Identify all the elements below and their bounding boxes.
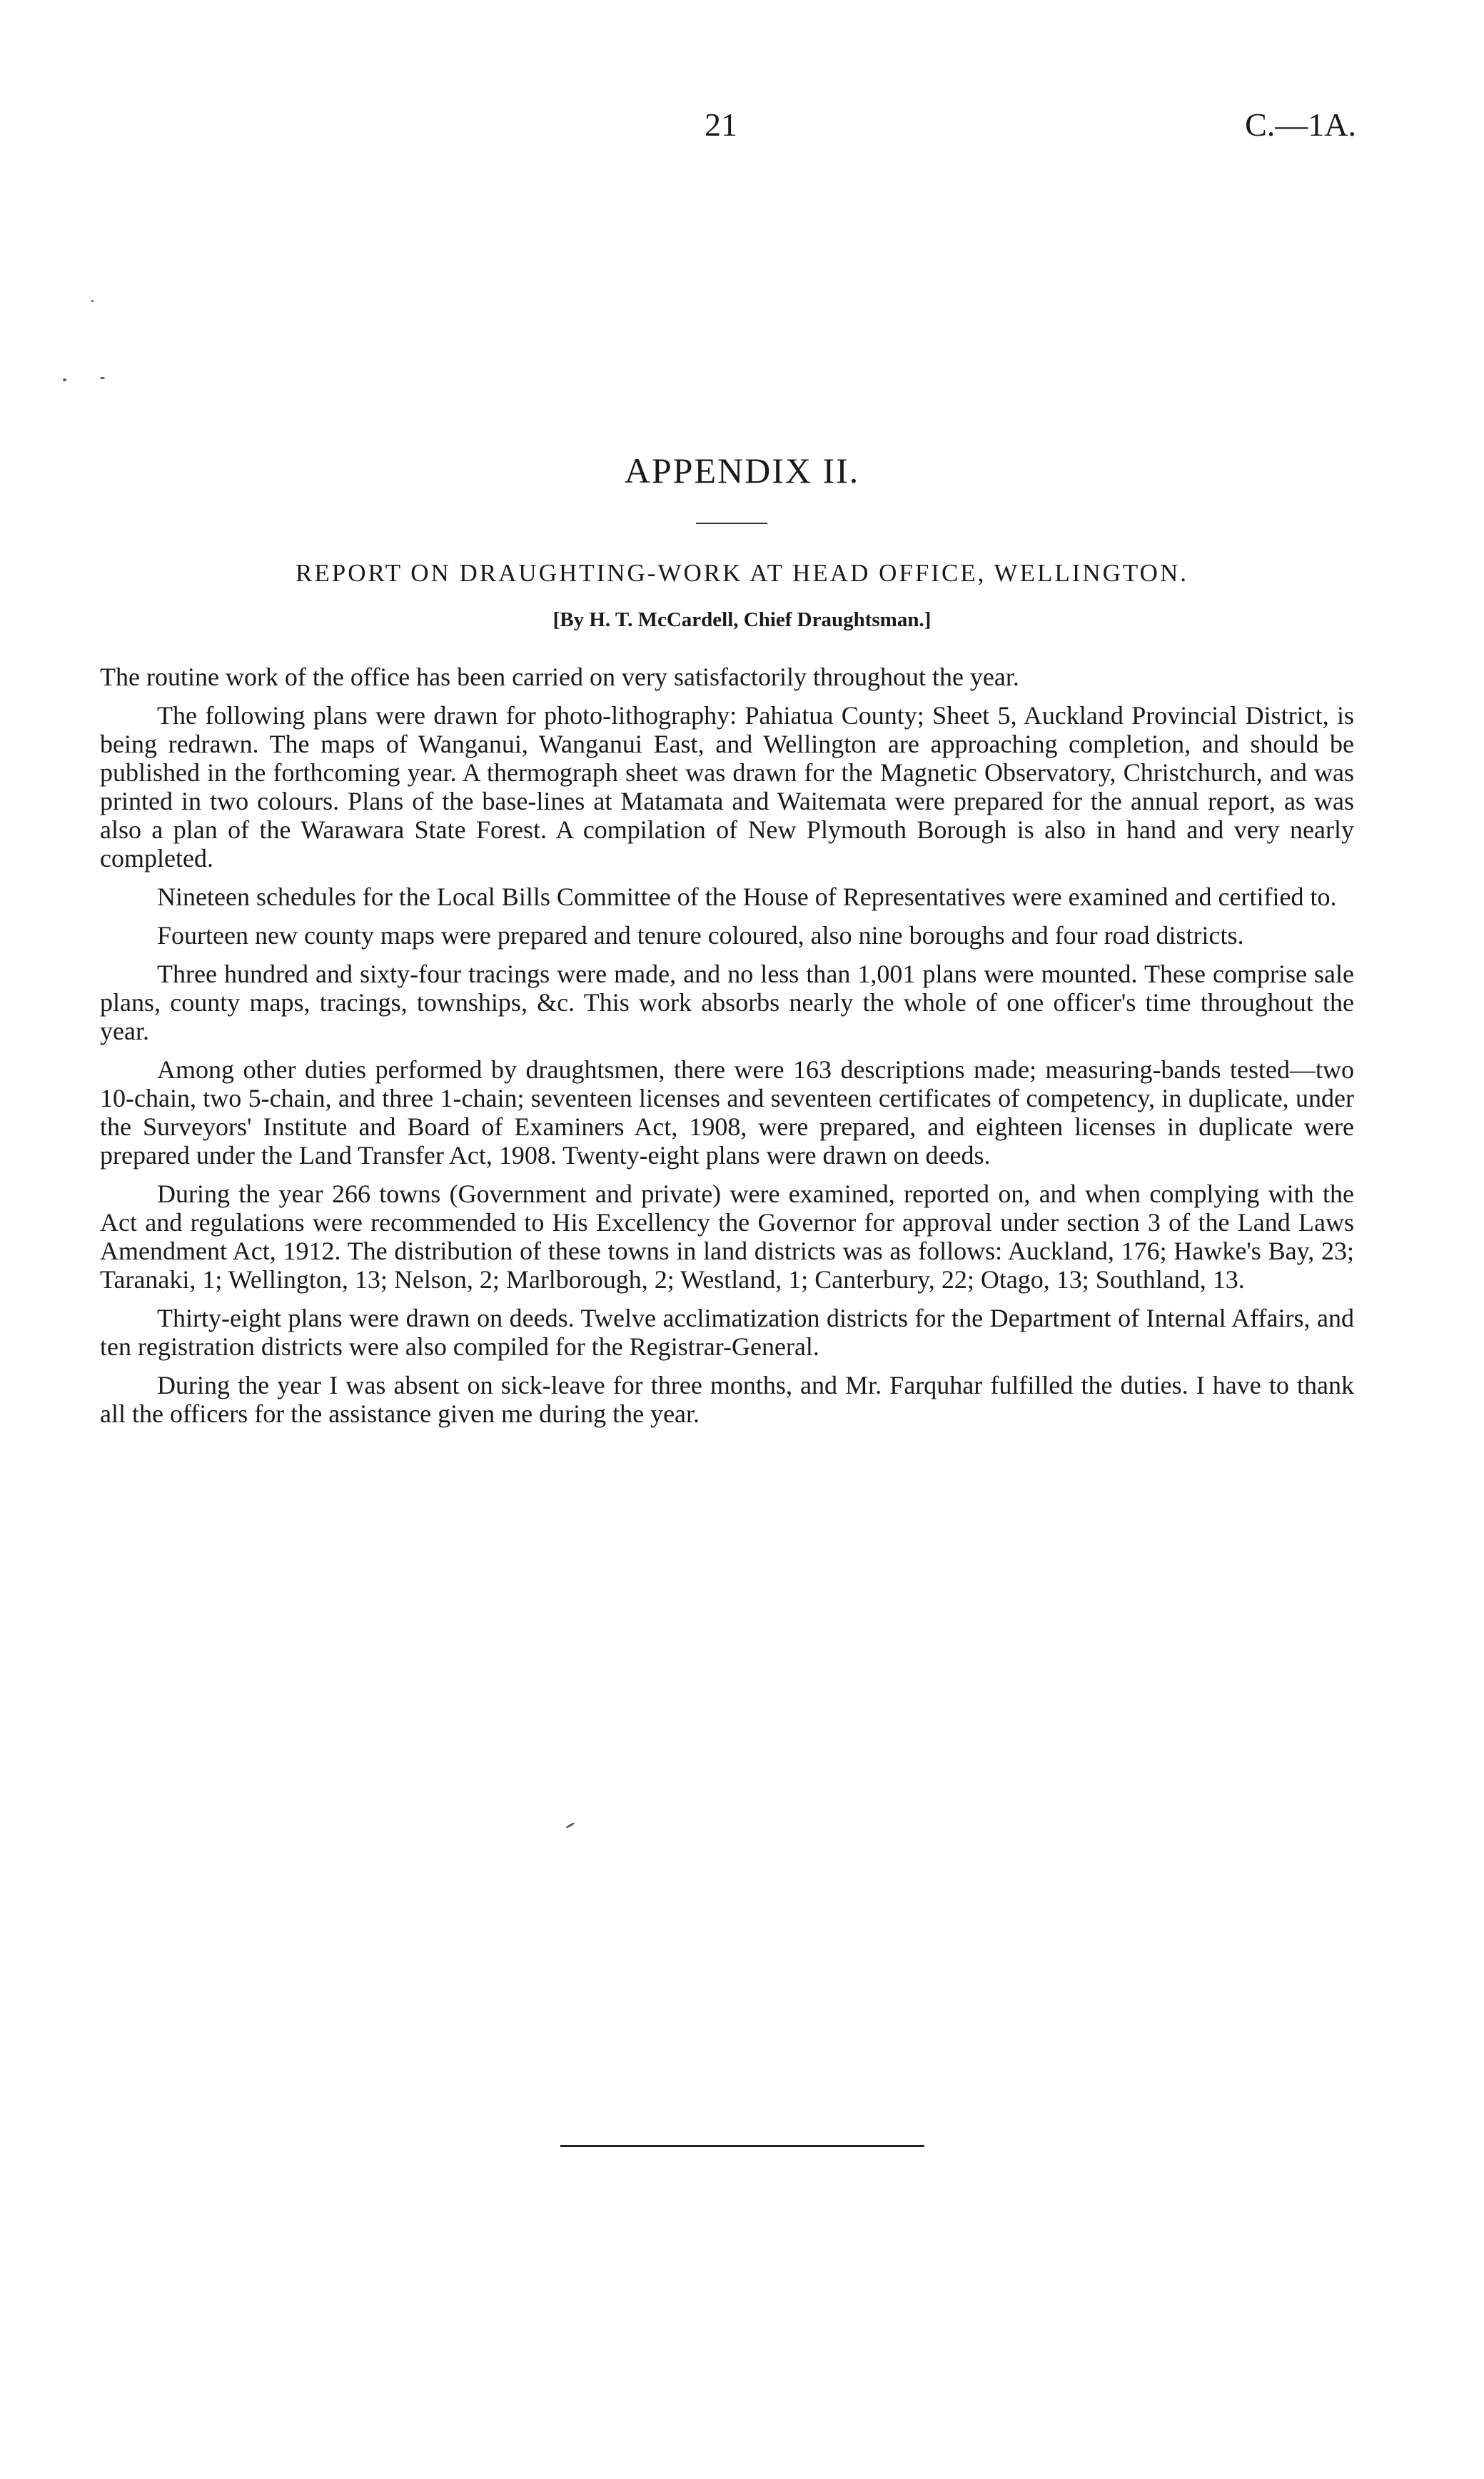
paragraph: Three hundred and sixty-four tracings were made, and no less than 1,001 plans were mounted. These comprise sale plans, county maps, tracings, townships, &c. This work absorbs nearly the whole of one officer's time throughout the year. [100, 960, 1354, 1045]
paragraph: The following plans were drawn for photo-lithography: Pahiatua County; Sheet 5, Auckland Provincial District, is being redrawn. The maps of Wanganui, Wanganui East, and Wellington are approaching completion, and should be published in the forthcoming year. A thermograph sheet was drawn for the Magnetic Observatory, Christchurch, and was printed in two colours. Plans of the base-lines at Matamata and Waitemata were prepared for the annual report, as was also a plan of the Warawara State Forest. A compilation of New Plymouth Borough is also in hand and very nearly completed. [100, 701, 1354, 873]
end-divider [560, 2145, 924, 2147]
report-title: REPORT ON DRAUGHTING-WORK AT HEAD OFFICE, WELLINGTON. [296, 559, 1188, 587]
paragraph: During the year 266 towns (Government and private) were examined, reported on, and when complying with the Act and regulations were recommended to His Excellency the Governor for approval under section 3 of the Land Laws Amendment Act, 1912. The distribution of these towns in land districts was as follows: Auckland, 176; Hawke's Bay, 23; Taranaki, 1; Wellington, 13; Nelson, 2; Marlborough, 2; Westland, 1; Canterbury, 22; Otago, 13; Southland, 13. [100, 1180, 1354, 1294]
byline: [By H. T. McCardell, Chief Draughtsman.] [552, 608, 932, 631]
report-body [100, 663, 1354, 1438]
title-divider [696, 523, 767, 524]
page-number: 21 [705, 106, 737, 143]
paragraph: Among other duties performed by draughtsmen, there were 163 descriptions made; measuring-bands tested—two 10-chain, two 5-chain, and three 1-chain; seventeen licenses and seventeen certificates of competency, in duplicate, under the Surveyors' Institute and Board of Examiners Act, 1908, were prepared, and eighteen licenses in duplicate were prepared under the Land Transfer Act, 1908. Twenty-eight plans were drawn on deeds. [100, 1055, 1354, 1170]
appendix-title: APPENDIX II. [624, 451, 860, 491]
scan-speck [100, 377, 105, 379]
paragraph: Thirty-eight plans were drawn on deeds. Twelve acclimatization districts for the Department of Internal Affairs, and ten registration districts were also compiled for the Registrar-General. [100, 1304, 1354, 1361]
paragraph: Fourteen new county maps were prepared and tenure coloured, also nine boroughs and four road districts. [157, 921, 1244, 950]
paragraph: The routine work of the office has been carried on very satisfactorily throughout the year. [100, 663, 1019, 691]
paragraph: During the year I was absent on sick-leave for three months, and Mr. Farquhar fulfilled the duties. I have to thank all the officers for the assistance given me during the year. [100, 1371, 1354, 1428]
document-reference: C.—1A. [1245, 106, 1356, 143]
scan-speck [565, 1822, 575, 1829]
paragraph: Nineteen schedules for the Local Bills Committee of the House of Representatives were examined and certified to. [157, 883, 1337, 911]
scan-speck [91, 300, 94, 302]
scan-speck [63, 378, 66, 381]
